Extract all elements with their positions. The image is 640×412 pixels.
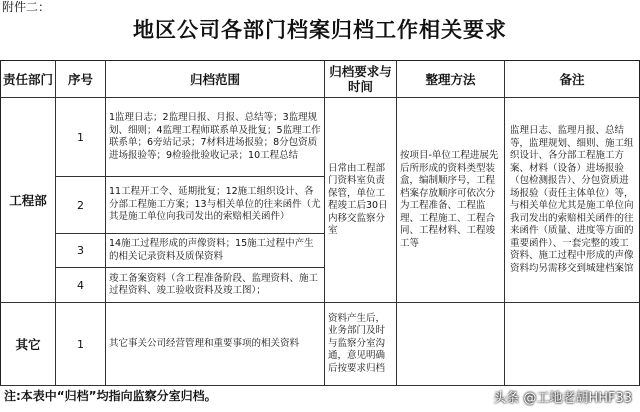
watermark	[467, 387, 632, 406]
scope-cell: 竣工备案资料（含工程准备阶段、监理资料、施工过程资料、竣工验收资料及竣工图）；	[106, 268, 325, 303]
scope-cell: 11工程开工令、延期批复；12施工组织设计、各分部工程施工方案；13与相关单位的往来函件（尤其是施工单位向我司发出的索赔相关函件）	[106, 177, 325, 234]
other-requirement: 资料产生后，业务部门及时与监察分室沟通，意见明确后按要求归档	[325, 303, 397, 386]
scope-cell: 1监理日志；2监理日报、月报、总结等；3监理规划、细则；4监理工程师联系单及批复；5监理工作联系单；6旁站记录；7材料进场报验；8分包资质进场报验等；9检验批验收记录；10工程总结	[106, 98, 325, 177]
engineering-requirement: 日常由工程部门资料室负责保管，单位工程竣工后30日内移交监察分室	[325, 98, 397, 303]
seq-cell: 1	[56, 98, 106, 177]
watermark-text: 头条 @工地老胡HHF33	[493, 391, 632, 406]
attachment-label: 附件二：	[2, 0, 51, 14]
scope-cell: 14施工过程形成的声像资料；15施工过程中产生的相关记录资料及质保资料	[106, 234, 325, 268]
footnote: 注:本表中“归档”均指向监察分室归档。	[4, 389, 217, 403]
engineering-method: 按项目-单位工程进展先后所形成的资料类型装盒，编制顺序号，工程档案存放顺序可依次分为工程准备、工程监理、工程施工、工程合同、工程材料、工程竣工等	[397, 98, 505, 303]
header-dept: 责任部门	[0, 60, 56, 98]
seq-cell: 4	[56, 268, 106, 303]
header-method: 整理方法	[397, 60, 505, 98]
header-requirement: 归档要求与时间	[325, 60, 397, 98]
other-method-empty	[397, 303, 505, 386]
engineering-remark: 监理日志、监理月报、总结等，监理规划、细则、施工组织设计、各分部工程施工方案、材料（设备）进场报验（包检测报告）、分包资质进场报验（责任主体单位）等，与相关单位尤其是施工单位向我司发出的索赔相关函件的往来函件（质量、进度等方面的重要函件）、一套完整的竣工资料、施工过程中形成的声像资料均另需移交到城建档案馆	[505, 98, 640, 303]
scope-cell: 其它事关公司经营管理和重要事项的相关资料	[106, 303, 325, 386]
page-title: 地区公司各部门档案归档工作相关要求	[133, 18, 507, 42]
other-remark-empty	[505, 303, 640, 386]
dept-engineering: 工程部	[0, 98, 56, 303]
header-scope: 归档范围	[106, 60, 325, 98]
seq-cell: 2	[56, 177, 106, 234]
seq-cell: 1	[56, 303, 106, 386]
header-remark: 备注	[505, 60, 640, 98]
dept-other: 其它	[0, 303, 56, 386]
seq-cell: 3	[56, 234, 106, 268]
header-seq: 序号	[56, 60, 106, 98]
toutiao-logo-icon	[467, 389, 489, 405]
